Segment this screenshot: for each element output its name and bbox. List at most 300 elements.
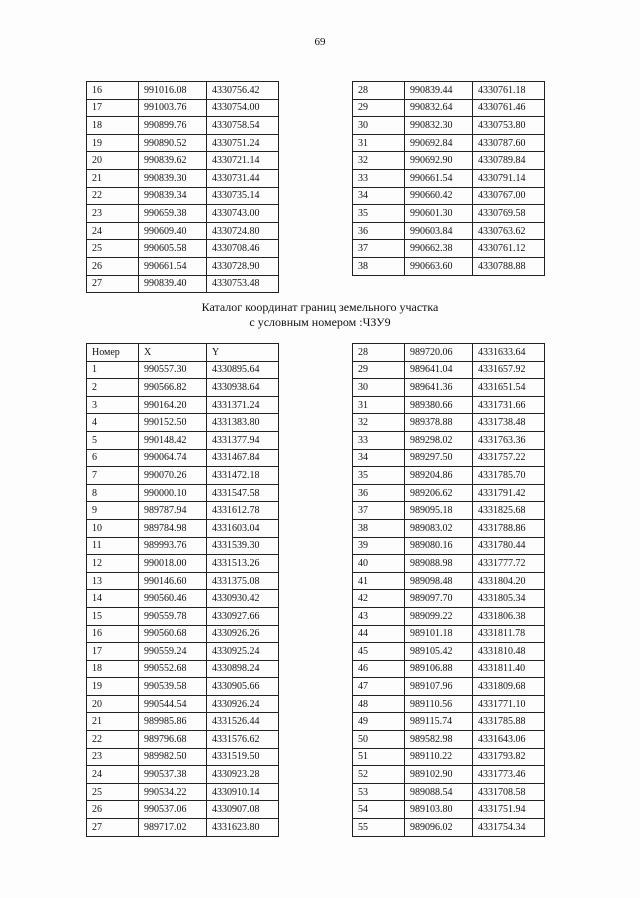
y-coordinate-cell: 4331526.44	[207, 713, 279, 731]
y-coordinate-cell: 4330743.00	[207, 205, 279, 223]
y-coordinate-cell: 4331811.78	[473, 625, 545, 643]
x-coordinate-cell: 989097.70	[405, 590, 473, 608]
y-coordinate-cell: 4331793.82	[473, 748, 545, 766]
y-coordinate-cell: 4331623.80	[207, 819, 279, 837]
table-row	[353, 502, 545, 520]
point-number-cell: 54	[353, 801, 405, 819]
y-coordinate-cell: 4330787.60	[473, 134, 545, 152]
x-coordinate-cell: 989110.22	[405, 748, 473, 766]
point-number-cell: 37	[353, 240, 405, 258]
table-row	[353, 205, 545, 223]
table-row	[87, 361, 279, 379]
y-coordinate-cell: 4330758.54	[207, 117, 279, 135]
x-coordinate-cell: 990559.78	[139, 607, 207, 625]
x-coordinate-cell: 990018.00	[139, 555, 207, 573]
table-row	[353, 99, 545, 117]
x-coordinate-cell: 990557.30	[139, 361, 207, 379]
y-coordinate-cell: 4330923.28	[207, 766, 279, 784]
x-coordinate-cell: 991003.76	[139, 99, 207, 117]
y-coordinate-cell: 4331804.20	[473, 572, 545, 590]
x-coordinate-cell: 990692.90	[405, 152, 473, 170]
y-coordinate-cell: 4331771.10	[473, 695, 545, 713]
x-coordinate-cell: 989101.18	[405, 625, 473, 643]
table-row	[87, 344, 279, 362]
x-coordinate-cell: 990662.38	[405, 240, 473, 258]
point-number-cell: 16	[87, 82, 139, 100]
table-row	[87, 801, 279, 819]
x-coordinate-cell: 990661.54	[139, 257, 207, 275]
table-row	[353, 572, 545, 590]
table-row	[353, 414, 545, 432]
y-coordinate-cell: 4331810.48	[473, 643, 545, 661]
x-coordinate-cell: 989083.02	[405, 519, 473, 537]
table-row	[87, 134, 279, 152]
point-number-cell: 34	[353, 187, 405, 205]
x-coordinate-cell: 989982.50	[139, 748, 207, 766]
table-row	[353, 82, 545, 100]
y-coordinate-cell: 4330938.64	[207, 379, 279, 397]
point-number-cell: 24	[87, 222, 139, 240]
x-coordinate-cell: 990839.30	[139, 169, 207, 187]
y-coordinate-cell: 4331383.80	[207, 414, 279, 432]
x-coordinate-cell: 989297.50	[405, 449, 473, 467]
point-number-cell: 46	[353, 660, 405, 678]
y-coordinate-cell: 4330767.00	[473, 187, 545, 205]
table-row	[87, 431, 279, 449]
point-number-cell: 22	[87, 731, 139, 749]
y-coordinate-cell: 4331371.24	[207, 396, 279, 414]
x-coordinate-cell: 990659.38	[139, 205, 207, 223]
point-number-cell: 18	[87, 117, 139, 135]
point-number-cell: 36	[353, 484, 405, 502]
table-row	[87, 275, 279, 293]
y-coordinate-cell: 4331633.64	[473, 344, 545, 362]
x-coordinate-cell: 989380.66	[405, 396, 473, 414]
y-coordinate-cell: 4330907.08	[207, 801, 279, 819]
table-row	[353, 257, 545, 275]
x-coordinate-cell: 989378.88	[405, 414, 473, 432]
catalog-title-line-2: с условным номером :ЧЗУ9	[249, 315, 391, 329]
table-row	[353, 361, 545, 379]
y-coordinate-cell: 4331731.66	[473, 396, 545, 414]
y-coordinate-cell: 4330728.90	[207, 257, 279, 275]
y-coordinate-cell: 4331811.40	[473, 660, 545, 678]
table-row	[353, 187, 545, 205]
table-row	[353, 117, 545, 135]
table-row	[87, 205, 279, 223]
point-number-cell: 38	[353, 257, 405, 275]
point-number-cell: 50	[353, 731, 405, 749]
x-coordinate-cell: 990832.64	[405, 99, 473, 117]
table-row	[87, 82, 279, 100]
table-row	[87, 169, 279, 187]
point-number-cell: 14	[87, 590, 139, 608]
point-number-cell: 36	[353, 222, 405, 240]
y-coordinate-cell: 4331547.58	[207, 484, 279, 502]
x-coordinate-cell: X	[139, 344, 207, 362]
point-number-cell: 27	[87, 819, 139, 837]
table-row	[87, 240, 279, 258]
table-row	[87, 187, 279, 205]
y-coordinate-cell: 4330788.88	[473, 257, 545, 275]
table-row	[353, 134, 545, 152]
point-number-cell: 52	[353, 766, 405, 784]
point-number-cell: 32	[353, 414, 405, 432]
y-coordinate-cell: 4331809.68	[473, 678, 545, 696]
y-coordinate-cell: 4331603.04	[207, 519, 279, 537]
point-number-cell: 4	[87, 414, 139, 432]
point-number-cell: 28	[353, 344, 405, 362]
y-coordinate-cell: 4331805.34	[473, 590, 545, 608]
table-row	[353, 678, 545, 696]
point-number-cell: 10	[87, 519, 139, 537]
x-coordinate-cell: 990560.46	[139, 590, 207, 608]
y-coordinate-cell: 4331791.42	[473, 484, 545, 502]
point-number-cell: 51	[353, 748, 405, 766]
table-row	[87, 537, 279, 555]
table-row	[87, 555, 279, 573]
x-coordinate-cell: 989796.68	[139, 731, 207, 749]
point-number-cell: 17	[87, 643, 139, 661]
x-coordinate-cell: 989095.18	[405, 502, 473, 520]
table-row	[353, 555, 545, 573]
point-number-cell: 30	[353, 379, 405, 397]
x-coordinate-cell: 989985.86	[139, 713, 207, 731]
table-row	[353, 467, 545, 485]
y-coordinate-cell: 4330905.66	[207, 678, 279, 696]
y-coordinate-cell: 4331785.70	[473, 467, 545, 485]
point-number-cell: 13	[87, 572, 139, 590]
page-number: 69	[314, 36, 326, 48]
point-number-cell: 39	[353, 537, 405, 555]
point-number-cell: 2	[87, 379, 139, 397]
y-coordinate-cell: 4331738.48	[473, 414, 545, 432]
y-coordinate-cell: 4330769.58	[473, 205, 545, 223]
x-coordinate-cell: 990559.24	[139, 643, 207, 661]
x-coordinate-cell: 989206.62	[405, 484, 473, 502]
x-coordinate-cell: 989106.88	[405, 660, 473, 678]
point-number-cell: 6	[87, 449, 139, 467]
table-row	[87, 222, 279, 240]
y-coordinate-cell: 4331806.38	[473, 607, 545, 625]
table-row	[353, 713, 545, 731]
table-row	[87, 396, 279, 414]
x-coordinate-cell: 990609.40	[139, 222, 207, 240]
x-coordinate-cell: 990552.68	[139, 660, 207, 678]
point-number-cell: 27	[87, 275, 139, 293]
x-coordinate-cell: 989088.98	[405, 555, 473, 573]
y-coordinate-cell: 4330756.42	[207, 82, 279, 100]
x-coordinate-cell: 990660.42	[405, 187, 473, 205]
y-coordinate-cell: 4331785.88	[473, 713, 545, 731]
y-coordinate-cell: 4331472.18	[207, 467, 279, 485]
table-row	[87, 643, 279, 661]
table-row	[87, 766, 279, 784]
point-number-cell: 23	[87, 748, 139, 766]
point-number-cell: 34	[353, 449, 405, 467]
x-coordinate-cell: 990839.62	[139, 152, 207, 170]
x-coordinate-cell: 990601.30	[405, 205, 473, 223]
y-coordinate-cell: 4330708.46	[207, 240, 279, 258]
point-number-cell: 45	[353, 643, 405, 661]
x-coordinate-cell: 990663.60	[405, 257, 473, 275]
x-coordinate-cell: 990537.06	[139, 801, 207, 819]
table-row	[87, 99, 279, 117]
table-row	[87, 625, 279, 643]
x-coordinate-cell: 989098.48	[405, 572, 473, 590]
point-number-cell: 31	[353, 134, 405, 152]
table-row	[353, 152, 545, 170]
point-number-cell: 53	[353, 783, 405, 801]
x-coordinate-cell: 990560.68	[139, 625, 207, 643]
table-row	[87, 590, 279, 608]
point-number-cell: 29	[353, 99, 405, 117]
x-coordinate-cell: 989641.36	[405, 379, 473, 397]
y-coordinate-cell: 4330761.12	[473, 240, 545, 258]
point-number-cell: 37	[353, 502, 405, 520]
table-row	[87, 695, 279, 713]
x-coordinate-cell: 990152.50	[139, 414, 207, 432]
table-row	[87, 117, 279, 135]
point-number-cell: 18	[87, 660, 139, 678]
x-coordinate-cell: 989103.80	[405, 801, 473, 819]
point-number-cell: 29	[353, 361, 405, 379]
table-row	[353, 222, 545, 240]
x-coordinate-cell: 989102.90	[405, 766, 473, 784]
x-coordinate-cell: 990839.44	[405, 82, 473, 100]
table-row	[87, 379, 279, 397]
y-coordinate-cell: 4331773.46	[473, 766, 545, 784]
point-number-cell: 16	[87, 625, 139, 643]
x-coordinate-cell: 990899.76	[139, 117, 207, 135]
point-number-cell: 40	[353, 555, 405, 573]
x-coordinate-cell: 989993.76	[139, 537, 207, 555]
x-coordinate-cell: 990839.34	[139, 187, 207, 205]
y-coordinate-cell: 4330910.14	[207, 783, 279, 801]
table-row	[353, 484, 545, 502]
coordinates-table-top-left	[86, 81, 279, 293]
x-coordinate-cell: 989110.56	[405, 695, 473, 713]
point-number-cell: 38	[353, 519, 405, 537]
x-coordinate-cell: 989099.22	[405, 607, 473, 625]
x-coordinate-cell: 990064.74	[139, 449, 207, 467]
point-number-cell: 23	[87, 205, 139, 223]
x-coordinate-cell: 989720.06	[405, 344, 473, 362]
x-coordinate-cell: 990537.38	[139, 766, 207, 784]
table-row	[87, 572, 279, 590]
table-row	[353, 819, 545, 837]
x-coordinate-cell: 990603.84	[405, 222, 473, 240]
y-coordinate-cell: 4330898.24	[207, 660, 279, 678]
point-number-cell: 33	[353, 431, 405, 449]
y-coordinate-cell: 4330724.80	[207, 222, 279, 240]
table-row	[87, 660, 279, 678]
table-row	[353, 449, 545, 467]
point-number-cell: 47	[353, 678, 405, 696]
y-coordinate-cell: 4331375.08	[207, 572, 279, 590]
y-coordinate-cell: 4330926.26	[207, 625, 279, 643]
x-coordinate-cell: 989105.42	[405, 643, 473, 661]
y-coordinate-cell: 4331651.54	[473, 379, 545, 397]
y-coordinate-cell: 4330735.14	[207, 187, 279, 205]
point-number-cell: 20	[87, 695, 139, 713]
coordinates-table-bottom-right	[352, 343, 545, 837]
point-number-cell: Номер	[87, 344, 139, 362]
table-row	[87, 257, 279, 275]
y-coordinate-cell: 4331576.62	[207, 731, 279, 749]
table-row	[353, 731, 545, 749]
point-number-cell: 42	[353, 590, 405, 608]
point-number-cell: 24	[87, 766, 139, 784]
table-row	[353, 169, 545, 187]
y-coordinate-cell: 4331643.06	[473, 731, 545, 749]
y-coordinate-cell: 4331788.86	[473, 519, 545, 537]
y-coordinate-cell: 4331612.78	[207, 502, 279, 520]
point-number-cell: 9	[87, 502, 139, 520]
y-coordinate-cell: 4331780.44	[473, 537, 545, 555]
x-coordinate-cell: 990539.58	[139, 678, 207, 696]
table-row	[353, 519, 545, 537]
table-row	[353, 643, 545, 661]
x-coordinate-cell: 990544.54	[139, 695, 207, 713]
point-number-cell: 21	[87, 169, 139, 187]
x-coordinate-cell: 990146.60	[139, 572, 207, 590]
point-number-cell: 49	[353, 713, 405, 731]
coordinates-table-top-right	[352, 81, 545, 276]
y-coordinate-cell: 4330721.14	[207, 152, 279, 170]
x-coordinate-cell: 989115.74	[405, 713, 473, 731]
y-coordinate-cell: 4331757.22	[473, 449, 545, 467]
x-coordinate-cell: 989787.94	[139, 502, 207, 520]
y-coordinate-cell: 4330930.42	[207, 590, 279, 608]
x-coordinate-cell: 990605.58	[139, 240, 207, 258]
y-coordinate-cell: 4330763.62	[473, 222, 545, 240]
table-row	[353, 344, 545, 362]
point-number-cell: 7	[87, 467, 139, 485]
y-coordinate-cell: 4330731.44	[207, 169, 279, 187]
coordinates-table-bottom-left	[86, 343, 279, 837]
point-number-cell: 41	[353, 572, 405, 590]
x-coordinate-cell: 989717.02	[139, 819, 207, 837]
y-coordinate-cell: 4331539.30	[207, 537, 279, 555]
table-row	[353, 240, 545, 258]
x-coordinate-cell: 990832.30	[405, 117, 473, 135]
table-row	[87, 748, 279, 766]
catalog-title	[0, 300, 640, 330]
x-coordinate-cell: 989784.98	[139, 519, 207, 537]
point-number-cell: 44	[353, 625, 405, 643]
x-coordinate-cell: 989107.96	[405, 678, 473, 696]
point-number-cell: 17	[87, 99, 139, 117]
point-number-cell: 26	[87, 801, 139, 819]
table-row	[87, 502, 279, 520]
point-number-cell: 35	[353, 205, 405, 223]
table-row	[353, 379, 545, 397]
point-number-cell: 3	[87, 396, 139, 414]
table-row	[353, 660, 545, 678]
x-coordinate-cell: 989080.16	[405, 537, 473, 555]
y-coordinate-cell: 4331467.84	[207, 449, 279, 467]
point-number-cell: 11	[87, 537, 139, 555]
x-coordinate-cell: 989641.04	[405, 361, 473, 379]
point-number-cell: 22	[87, 187, 139, 205]
x-coordinate-cell: 990164.20	[139, 396, 207, 414]
table-row	[353, 590, 545, 608]
point-number-cell: 15	[87, 607, 139, 625]
y-coordinate-cell: 4331763.36	[473, 431, 545, 449]
table-row	[353, 766, 545, 784]
table-row	[353, 783, 545, 801]
point-number-cell: 43	[353, 607, 405, 625]
y-coordinate-cell: 4331657.92	[473, 361, 545, 379]
x-coordinate-cell: 990890.52	[139, 134, 207, 152]
point-number-cell: 25	[87, 240, 139, 258]
table-row	[87, 414, 279, 432]
y-coordinate-cell: 4330753.80	[473, 117, 545, 135]
y-coordinate-cell: 4331708.58	[473, 783, 545, 801]
table-row	[353, 801, 545, 819]
point-number-cell: 1	[87, 361, 139, 379]
y-coordinate-cell: 4331751.94	[473, 801, 545, 819]
y-coordinate-cell: 4331377.94	[207, 431, 279, 449]
table-row	[87, 731, 279, 749]
y-coordinate-cell: 4330895.64	[207, 361, 279, 379]
point-number-cell: 5	[87, 431, 139, 449]
x-coordinate-cell: 990661.54	[405, 169, 473, 187]
table-row	[353, 625, 545, 643]
table-row	[87, 819, 279, 837]
y-coordinate-cell: 4331777.72	[473, 555, 545, 573]
y-coordinate-cell: 4330751.24	[207, 134, 279, 152]
table-row	[87, 519, 279, 537]
point-number-cell: 26	[87, 257, 139, 275]
point-number-cell: 25	[87, 783, 139, 801]
x-coordinate-cell: 989096.02	[405, 819, 473, 837]
y-coordinate-cell: 4330761.46	[473, 99, 545, 117]
y-coordinate-cell: 4330753.48	[207, 275, 279, 293]
point-number-cell: 55	[353, 819, 405, 837]
y-coordinate-cell: 4330791.14	[473, 169, 545, 187]
x-coordinate-cell: 990148.42	[139, 431, 207, 449]
table-row	[87, 783, 279, 801]
catalog-title-line-1: Каталог координат границ земельного участка	[201, 300, 439, 314]
y-coordinate-cell: 4331825.68	[473, 502, 545, 520]
point-number-cell: 48	[353, 695, 405, 713]
table-row	[87, 152, 279, 170]
table-row	[353, 607, 545, 625]
point-number-cell: 30	[353, 117, 405, 135]
table-row	[87, 607, 279, 625]
table-row	[353, 431, 545, 449]
y-coordinate-cell: 4330754.00	[207, 99, 279, 117]
point-number-cell: 28	[353, 82, 405, 100]
point-number-cell: 21	[87, 713, 139, 731]
x-coordinate-cell: 990000.10	[139, 484, 207, 502]
table-row	[87, 467, 279, 485]
x-coordinate-cell: 990070.26	[139, 467, 207, 485]
y-coordinate-cell: Y	[207, 344, 279, 362]
table-row	[353, 537, 545, 555]
point-number-cell: 32	[353, 152, 405, 170]
point-number-cell: 33	[353, 169, 405, 187]
point-number-cell: 35	[353, 467, 405, 485]
y-coordinate-cell: 4330926.24	[207, 695, 279, 713]
point-number-cell: 12	[87, 555, 139, 573]
table-row	[87, 678, 279, 696]
table-row	[87, 713, 279, 731]
y-coordinate-cell: 4331513.26	[207, 555, 279, 573]
x-coordinate-cell: 990839.40	[139, 275, 207, 293]
